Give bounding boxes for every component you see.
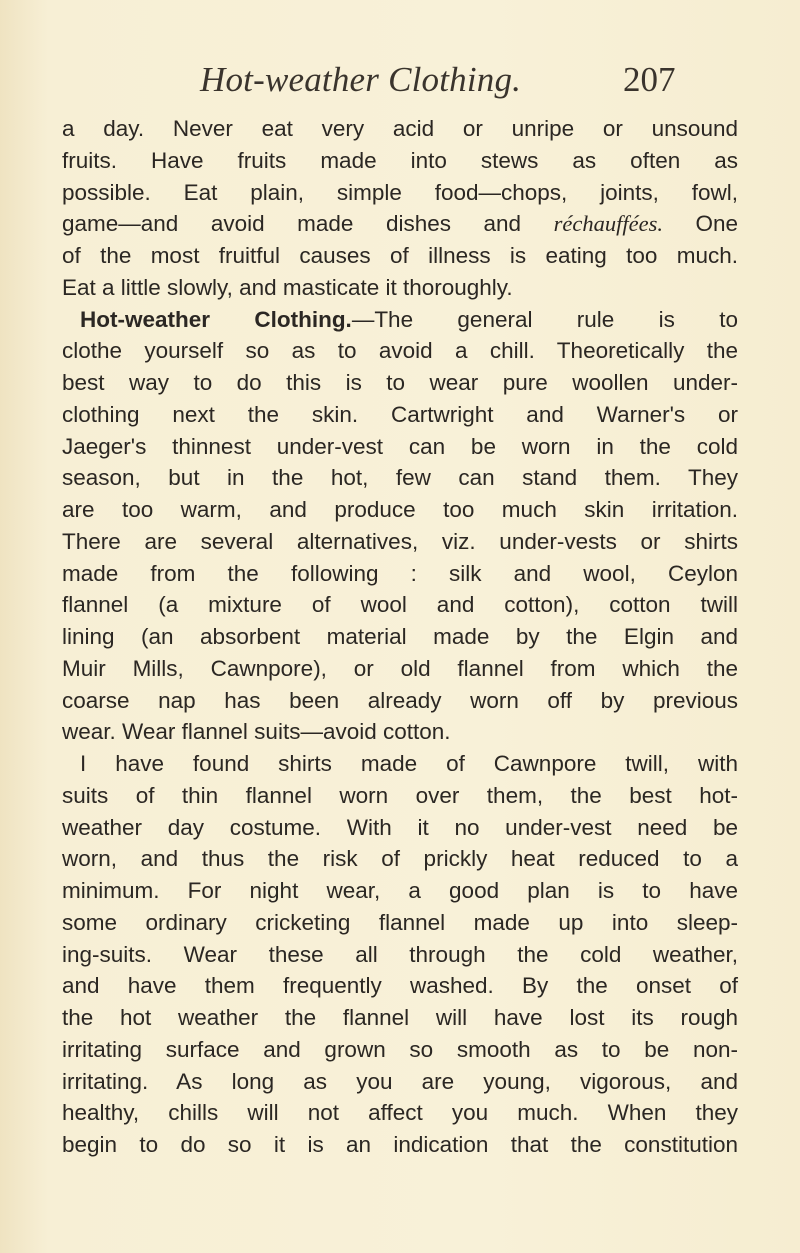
text-line	[62, 304, 738, 336]
text-line: irritating surface and grown so smooth as to be non-	[62, 1036, 738, 1062]
text-line: season, but in the hot, few can stand them. They	[62, 465, 738, 491]
text-line: minimum. For night wear, a good plan is to have	[62, 878, 738, 903]
text-line: a day. Never eat very acid or unripe or unsound	[62, 116, 738, 141]
text-line: fruits. Have fruits made into stews as often as	[62, 147, 738, 173]
text-line: worn, and thus the risk of prickly heat reduced to a	[62, 846, 738, 872]
text-line: flannel (a mixture of wool and cotton), cotton twill	[62, 592, 738, 618]
text-line: and have them frequently washed. By the onset of	[62, 973, 738, 999]
text-line: possible. Eat plain, simple food—chops, joints, fowl,	[62, 179, 738, 205]
page-number: 207	[623, 60, 676, 99]
text-line: There are several alternatives, viz. under-vests or shirts	[62, 528, 738, 554]
section-heading: Hot-weather Clothing.	[80, 306, 352, 332]
text-line: Muir Mills, Cawnpore), or old flannel from which the	[62, 655, 738, 681]
text-line: I have found shirts made of Cawnpore twill, with	[80, 751, 738, 776]
italic-term: réchauffées.	[553, 211, 663, 237]
text-line: healthy, chills will not affect you much. When they	[62, 1100, 738, 1126]
text-line: clothing next the skin. Cartwright and Warner's or	[62, 401, 738, 427]
text-line: are too warm, and produce too much skin irritation.	[62, 497, 738, 522]
page-header	[0, 58, 800, 102]
text-line: Jaeger's thinnest under-vest can be worn in the cold	[62, 433, 738, 459]
text-line: weather day costume. With it no under-vest need be	[62, 814, 738, 840]
text-line: best way to do this is to wear pure woollen under-	[62, 370, 738, 395]
text-line: of the most fruitful causes of illness is eating too much.	[62, 243, 738, 268]
text-line: clothe yourself so as to avoid a chill. Theoretically the	[62, 338, 738, 364]
running-title: Hot-weather Clothing.	[200, 60, 522, 99]
text-run: —The general rule is to	[351, 306, 738, 332]
body-text	[62, 113, 738, 1161]
text-line: wear. Wear flannel suits—avoid cotton.	[62, 719, 451, 745]
text-line	[62, 208, 738, 240]
text-line: lining (an absorbent material made by the Elgin and	[62, 624, 738, 649]
text-run: One	[662, 211, 739, 237]
text-line: ing-suits. Wear these all through the cold weather,	[62, 941, 738, 967]
text-line: coarse nap has been already worn off by previous	[62, 687, 738, 713]
text-run: game—and avoid made dishes and	[62, 211, 554, 237]
text-line: begin to do so it is an indication that the constitution	[62, 1132, 738, 1157]
text-line: made from the following : silk and wool, Ceylon	[62, 560, 738, 586]
text-line: some ordinary cricketing flannel made up into sleep-	[62, 909, 738, 935]
text-line: Eat a little slowly, and masticate it thoroughly.	[62, 274, 513, 300]
text-line: irritating. As long as you are young, vigorous, and	[62, 1068, 738, 1094]
text-line: suits of thin flannel worn over them, the best hot-	[62, 782, 738, 808]
text-line: the hot weather the flannel will have lost its rough	[62, 1005, 738, 1030]
